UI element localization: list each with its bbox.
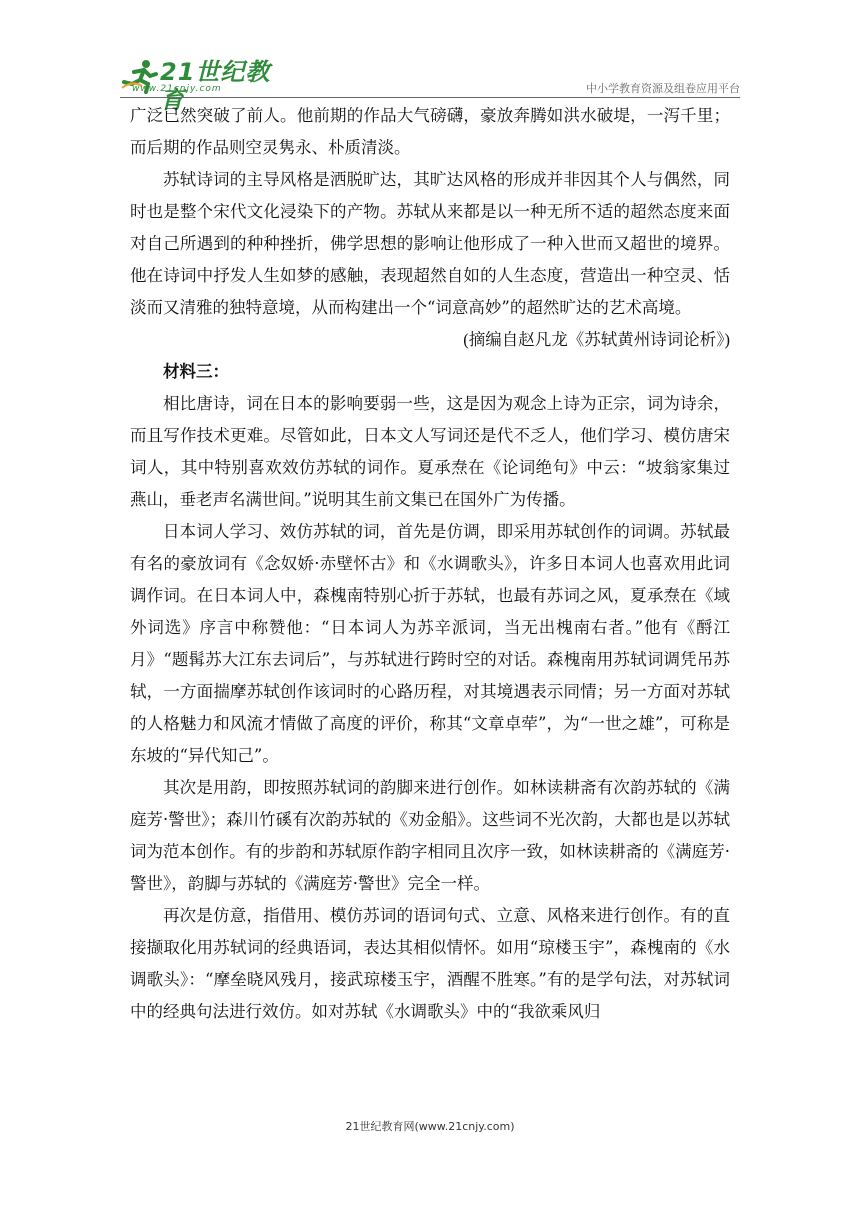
page-header (120, 58, 740, 114)
header-tagline: 中小学教育资源及组卷应用平台 (586, 82, 740, 95)
paragraph-continuation: 广泛已然突破了前人。他前期的作品大气磅礴，豪放奔腾如洪水破堤，一泻千里；而后期的作品则空灵隽永、朴质清淡。 (130, 106, 730, 157)
paragraph: 日本词人学习、效仿苏轼的词，首先是仿调，即采用苏轼创作的词调。苏轼最有名的豪放词有《念奴娇·赤壁怀古》和《水调歌头》，许多日本词人也喜欢用此词调作词。在日本词人中，森槐南特别心折于苏轼，也最有苏词之风，夏承焘在《域外词选》序言中称赞他：“日本词人为苏辛派词，当无出槐南右者。”他有《酹江月》“题髯苏大江东去词后”，与苏轼进行跨时空的对话。森槐南用苏轼词调凭吊苏轼，一方面揣摩苏轼创作该词时的心路历程，对其境遇表示同情；另一方面对苏轼的人格魅力和风流才情做了高度的评价，称其“文章卓荦”，为“一世之雄”，可称是东坡的“异代知己”。 (130, 522, 730, 765)
site-logo[interactable] (120, 58, 290, 114)
section-heading: 材料三： (163, 362, 229, 381)
paragraph: 苏轼诗词的主导风格是洒脱旷达，其旷达风格的形成并非因其个人与偶然，同时也是整个宋代文化浸染下的产物。苏轼从来都是以一种无所不适的超然态度来面对自己所遇到的种种挫折，佛学思想的影响让他形成了一种入世而又超世的境界。他在诗词中抒发人生如梦的感触，表现超然自如的人生态度，营造出一种空灵、恬淡而又清雅的独特意境，从而构建出一个“词意高妙”的超然旷达的艺术高境。 (130, 170, 730, 317)
page-footer: 21世纪教育网(www.21cnjy.com) (345, 1120, 515, 1133)
paragraph: 其次是用韵，即按照苏轼词的韵脚来进行创作。如林读耕斋有次韵苏轼的《满庭芳·警世》；森川竹磎有次韵苏轼的《劝金船》。这些词不光次韵，大都也是以苏轼词为范本创作。有的步韵和苏轼原作韵字相同且次序一致，如林读耕斋的《满庭芳·警世》，韵脚与苏轼的《满庭芳·警世》完全一样。 (130, 778, 730, 893)
source-citation: (摘编自赵凡龙《苏轼黄州诗词论析》) (463, 330, 730, 349)
paragraph: 相比唐诗，词在日本的影响要弱一些，这是因为观念上诗为正宗，词为诗余，而且写作技术更难。尽管如此，日本文人写词还是代不乏人，他们学习、模仿唐宋词人，其中特别喜欢效仿苏轼的词作。夏承焘在《论词绝句》中云：“坡翁家集过燕山，垂老声名满世间。”说明其生前文集已在国外广为传播。 (130, 394, 730, 509)
header-divider (120, 97, 740, 98)
article-body (130, 100, 730, 1028)
paragraph: 再次是仿意，指借用、模仿苏词的语词句式、立意、风格来进行创作。有的直接撷取化用苏轼词的经典语词，表达其相似情怀。如用“琼楼玉宇”，森槐南的《水调歌头》：“摩垒晓风残月，接武琼楼玉宇，酒醒不胜寒。”有的是学句法，对苏轼词中的经典句法进行效仿。如对苏轼《水调歌头》中的“我欲乘风归 (130, 906, 730, 1021)
logo-text: 21世纪教育 (160, 58, 271, 114)
logo-url: www.21cnjy.com (132, 84, 222, 94)
